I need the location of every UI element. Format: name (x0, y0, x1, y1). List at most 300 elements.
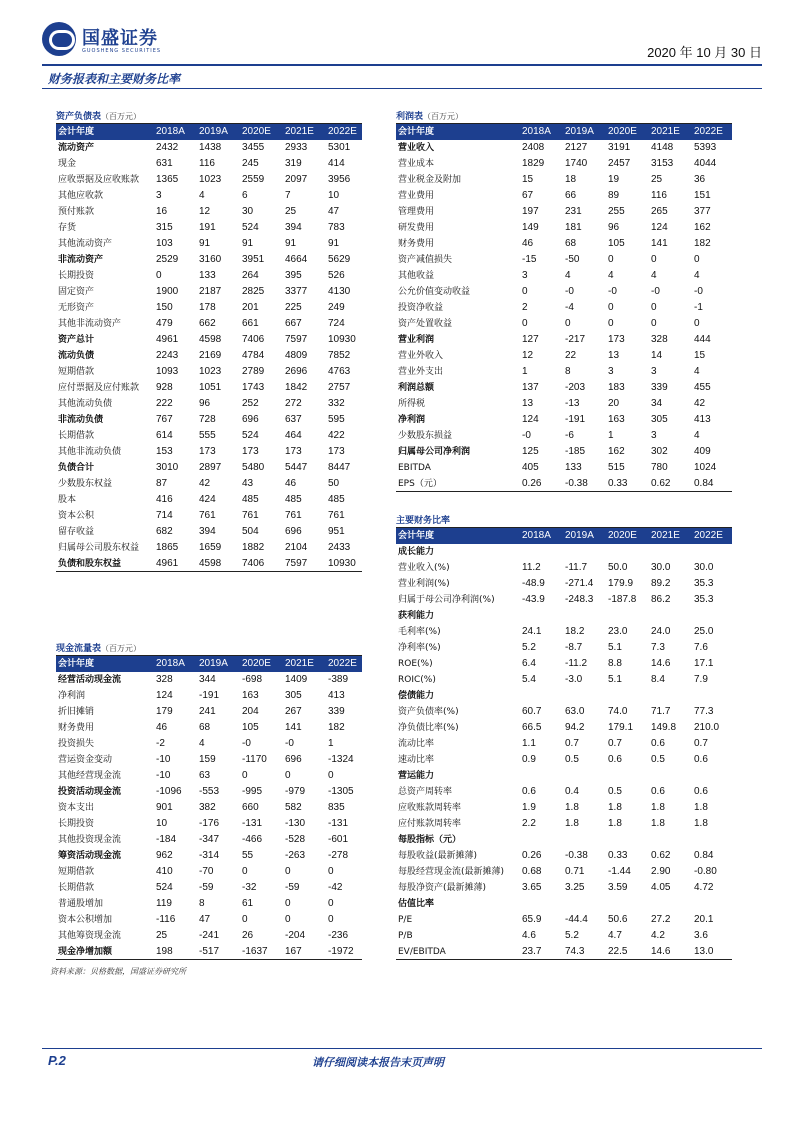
value-cell: 0.6 (694, 786, 708, 797)
value-cell: 1.8 (608, 818, 622, 829)
value-cell: 71.7 (651, 706, 671, 717)
value-cell: 63 (199, 770, 211, 781)
section-title: 财务报表和主要财务比率 (48, 72, 181, 86)
value-cell: -0.38 (565, 850, 588, 861)
table-row (396, 316, 732, 332)
value-cell: 20 (608, 398, 620, 409)
value-cell: 395 (285, 270, 302, 281)
value-cell: 4.72 (694, 882, 714, 893)
header-label-cell: 会计年度 (58, 659, 95, 669)
value-cell: 696 (242, 414, 259, 425)
value-cell: 7 (285, 190, 291, 201)
value-cell: 63.0 (565, 706, 585, 717)
value-cell: 504 (242, 526, 259, 537)
value-cell: 159 (199, 754, 216, 765)
value-cell: -1305 (328, 786, 354, 797)
row-label: 负债和股东权益 (58, 559, 122, 569)
value-cell: 24.1 (522, 626, 542, 637)
section-header-row (396, 896, 732, 912)
table-row (56, 540, 362, 556)
value-cell: 137 (522, 382, 539, 393)
value-cell: 485 (285, 494, 302, 505)
value-cell: 26 (242, 930, 254, 941)
value-cell: 91 (285, 238, 297, 249)
value-cell: 637 (285, 414, 302, 425)
table-row (56, 396, 362, 412)
value-cell: 5.2 (522, 642, 536, 653)
table-row (396, 268, 732, 284)
table-row (396, 784, 732, 800)
value-cell: -466 (242, 834, 263, 845)
footer-divider (42, 1048, 762, 1049)
value-cell: 0.6 (651, 738, 665, 749)
value-cell: -314 (199, 850, 220, 861)
value-cell: 141 (651, 238, 668, 249)
value-cell: 479 (156, 318, 173, 329)
value-cell: 68 (199, 722, 211, 733)
value-cell: 2104 (285, 542, 308, 553)
table-unit: （百万元） (101, 112, 142, 121)
row-label: 资本公积增加 (58, 915, 113, 925)
value-cell: 204 (242, 706, 259, 717)
row-label: 成长能力 (398, 547, 435, 557)
row-label: 应收账款周转率 (398, 803, 462, 813)
value-cell: 15 (694, 350, 706, 361)
table-title-text: 利润表 (396, 112, 424, 122)
value-cell: -0.80 (694, 866, 717, 877)
value-cell: 0 (242, 914, 248, 925)
value-cell: -50 (565, 254, 580, 265)
row-label: 现金净增加额 (58, 947, 113, 957)
header-year-cell: 2021E (651, 126, 680, 137)
value-cell: 5.1 (608, 674, 622, 685)
value-cell (608, 832, 651, 848)
header-year-cell: 2020E (242, 126, 271, 137)
header-year-cell: 2018A (156, 126, 185, 137)
value-cell (651, 896, 694, 912)
value-cell: 3.59 (608, 882, 628, 893)
row-label: 流动负债 (58, 351, 95, 361)
value-cell: 18 (565, 174, 577, 185)
table-row (56, 188, 362, 204)
value-cell: 2825 (242, 286, 265, 297)
row-label: 无形资产 (58, 303, 95, 313)
value-cell: 4 (694, 270, 700, 281)
value-cell: 662 (199, 318, 216, 329)
value-cell: 2.90 (651, 866, 671, 877)
value-cell: 1051 (199, 382, 222, 393)
value-cell: 724 (328, 318, 345, 329)
value-cell (651, 608, 694, 624)
row-label: 获利能力 (398, 611, 435, 621)
value-cell (651, 768, 694, 784)
value-cell: -191 (199, 690, 220, 701)
value-cell: 5393 (694, 142, 717, 153)
value-cell: 66 (565, 190, 577, 201)
value-cell: 7406 (242, 334, 265, 345)
value-cell: 696 (285, 526, 302, 537)
value-cell: -0 (694, 286, 703, 297)
value-cell: -1170 (242, 754, 267, 765)
table-row (396, 284, 732, 300)
value-cell: -1096 (156, 786, 182, 797)
value-cell: -241 (199, 930, 220, 941)
value-cell: 4 (651, 270, 657, 281)
value-cell: 89 (608, 190, 620, 201)
value-cell: 2529 (156, 254, 179, 265)
table-row (56, 204, 362, 220)
value-cell: 696 (285, 754, 302, 765)
footer-disclaimer: 请仔细阅读本报告末页声明 (312, 1056, 444, 1069)
value-cell: 210.0 (694, 722, 720, 733)
value-cell: 0 (285, 770, 291, 781)
row-label: 长期借款 (58, 431, 95, 441)
value-cell: 35.3 (694, 594, 714, 605)
value-cell: 1865 (156, 542, 179, 553)
value-cell: 422 (328, 430, 345, 441)
section-header-row (396, 832, 732, 848)
row-label: 长期借款 (58, 883, 95, 893)
row-label: 少数股东损益 (398, 431, 453, 441)
table-title (396, 514, 732, 528)
row-label: 营业成本 (398, 159, 435, 169)
value-cell (608, 688, 651, 704)
page-number: P.2 (48, 1053, 66, 1068)
row-label: 资本公积 (58, 511, 95, 521)
value-cell: 68 (565, 238, 577, 249)
value-cell: 2.2 (522, 818, 536, 829)
table-row (396, 204, 732, 220)
header-divider (42, 64, 762, 66)
value-cell: 0.7 (608, 738, 622, 749)
value-cell: 3160 (199, 254, 222, 265)
value-cell: 0 (285, 866, 291, 877)
value-cell: 55 (242, 850, 254, 861)
value-cell: 0.6 (694, 754, 708, 765)
table-row (396, 396, 732, 412)
value-cell: 12 (522, 350, 534, 361)
value-cell: 2408 (522, 142, 545, 153)
table-row (56, 172, 362, 188)
row-label: 毛利率(%) (398, 627, 441, 637)
row-label: EPS（元） (398, 479, 442, 489)
table-row (56, 140, 362, 156)
row-label: 长期投资 (58, 819, 95, 829)
value-cell: 1 (522, 366, 528, 377)
value-cell: 377 (694, 206, 711, 217)
table-header-row (396, 528, 732, 544)
value-cell: 3.6 (694, 930, 708, 941)
value-cell: 19 (608, 174, 620, 185)
value-cell: 25 (285, 206, 297, 217)
value-cell: 50.0 (608, 562, 628, 573)
row-label: 其他流动资产 (58, 239, 113, 249)
value-cell: 0 (651, 302, 657, 313)
value-cell: 103 (156, 238, 173, 249)
value-cell (608, 608, 651, 624)
value-cell: 173 (285, 446, 302, 457)
table-row (56, 704, 362, 720)
value-cell: 7.6 (694, 642, 708, 653)
value-cell: -528 (285, 834, 306, 845)
value-cell: 124 (651, 222, 668, 233)
value-cell: 181 (565, 222, 582, 233)
table-row (56, 800, 362, 816)
value-cell: 17.1 (694, 658, 714, 669)
value-cell: 4.2 (651, 930, 665, 941)
value-cell: 1024 (694, 462, 717, 473)
table-row (396, 364, 732, 380)
value-cell: -48.9 (522, 578, 545, 589)
value-cell: 4664 (285, 254, 308, 265)
value-cell: 265 (651, 206, 668, 217)
value-cell: 0.68 (522, 866, 542, 877)
table-row (396, 848, 732, 864)
table-row (396, 172, 732, 188)
value-cell: 182 (328, 722, 345, 733)
value-cell (522, 832, 565, 848)
value-cell: 4763 (328, 366, 351, 377)
row-label: ROE(%) (398, 659, 433, 669)
value-cell: 7597 (285, 558, 308, 569)
value-cell: 18.2 (565, 626, 585, 637)
table-row (56, 928, 362, 944)
row-label: 普通股增加 (58, 899, 104, 909)
value-cell: -601 (328, 834, 349, 845)
table-row (396, 928, 732, 944)
value-cell: -203 (565, 382, 586, 393)
row-label: 其他收益 (398, 271, 435, 281)
value-cell: 1743 (242, 382, 265, 393)
value-cell: 767 (156, 414, 173, 425)
page-header (42, 20, 762, 64)
value-cell: 105 (242, 722, 259, 733)
value-cell: 14.6 (651, 658, 671, 669)
table-row (396, 624, 732, 640)
value-cell: 3.65 (522, 882, 542, 893)
table-row (396, 188, 732, 204)
value-cell: 8 (565, 366, 571, 377)
value-cell: 173 (608, 334, 625, 345)
value-cell: 67 (522, 190, 534, 201)
value-cell (608, 768, 651, 784)
value-cell: 524 (156, 882, 173, 893)
value-cell: 0.5 (565, 754, 579, 765)
value-cell: -271.4 (565, 578, 594, 589)
value-cell: 149.8 (651, 722, 677, 733)
value-cell: 5301 (328, 142, 351, 153)
row-label: 其他流动负债 (58, 399, 113, 409)
value-cell: 13 (522, 398, 534, 409)
row-label: 归属于母公司净利润(%) (398, 595, 495, 605)
value-cell: 23.0 (608, 626, 628, 637)
table-row (396, 156, 732, 172)
value-cell: 163 (608, 414, 625, 425)
table-row (396, 332, 732, 348)
value-cell: -1972 (328, 946, 354, 957)
financial-ratios-table (396, 514, 732, 960)
value-cell: 4.6 (522, 930, 536, 941)
value-cell: 4 (565, 270, 571, 281)
section-header-row (396, 688, 732, 704)
logo-text-en: GUOSHENG SECURITIES (82, 48, 162, 54)
value-cell: 141 (285, 722, 302, 733)
table-row (56, 524, 362, 540)
row-label: 非流动负债 (58, 415, 104, 425)
value-cell: -11.7 (565, 562, 588, 573)
value-cell: 0.33 (608, 850, 628, 861)
logo-text-cn: 国盛证券 (82, 28, 158, 49)
table-row (56, 428, 362, 444)
table-row (396, 220, 732, 236)
value-cell: -176 (199, 818, 220, 829)
value-cell: -0 (608, 286, 617, 297)
value-cell: 1365 (156, 174, 179, 185)
value-cell: 5629 (328, 254, 351, 265)
value-cell: 133 (199, 270, 216, 281)
value-cell: -0 (651, 286, 660, 297)
value-cell: 0.33 (608, 478, 628, 489)
value-cell: 89.2 (651, 578, 671, 589)
row-label: 投资净收益 (398, 303, 444, 313)
value-cell: -979 (285, 786, 306, 797)
value-cell: 328 (156, 674, 173, 685)
value-cell: 4148 (651, 142, 674, 153)
row-label: 非流动资产 (58, 255, 104, 265)
value-cell: 783 (328, 222, 345, 233)
row-label: EBITDA (398, 463, 431, 473)
value-cell: 4 (199, 738, 205, 749)
row-label: 投资活动现金流 (58, 787, 122, 797)
row-label: P/B (398, 931, 413, 941)
row-label: 应付票据及应付账款 (58, 383, 140, 393)
table-row (56, 944, 362, 960)
value-cell: 660 (242, 802, 259, 813)
value-cell: -1.44 (608, 866, 631, 877)
value-cell: 761 (328, 510, 345, 521)
value-cell: -13 (565, 398, 580, 409)
value-cell: 631 (156, 158, 173, 169)
value-cell: 3 (522, 270, 528, 281)
table-row (56, 720, 362, 736)
row-label: 归属母公司股东权益 (58, 543, 140, 553)
value-cell: 173 (199, 446, 216, 457)
value-cell: 1.8 (694, 802, 708, 813)
value-cell: -59 (285, 882, 300, 893)
value-cell: 0 (328, 770, 334, 781)
value-cell: 2243 (156, 350, 179, 361)
value-cell: 14.6 (651, 946, 671, 957)
table-row (396, 672, 732, 688)
value-cell: 2897 (199, 462, 222, 473)
value-cell: 25 (651, 174, 663, 185)
value-cell: 524 (242, 222, 259, 233)
header-year-cell: 2019A (199, 658, 228, 669)
value-cell: 150 (156, 302, 173, 313)
value-cell: 761 (242, 510, 259, 521)
value-cell: 35.3 (694, 578, 714, 589)
value-cell: -2 (156, 738, 165, 749)
header-year-cell: 2022E (694, 530, 723, 541)
row-label: 总资产周转率 (398, 787, 453, 797)
value-cell: -116 (156, 914, 176, 925)
table-row (56, 444, 362, 460)
row-label: 存货 (58, 223, 77, 233)
value-cell: 3455 (242, 142, 265, 153)
value-cell: 582 (285, 802, 302, 813)
value-cell: -8.7 (565, 642, 583, 653)
value-cell: 595 (328, 414, 345, 425)
table-row (396, 428, 732, 444)
value-cell: 60.7 (522, 706, 542, 717)
value-cell: 667 (285, 318, 302, 329)
table-row (56, 832, 362, 848)
value-cell (608, 896, 651, 912)
row-label: 筹资活动现金流 (58, 851, 122, 861)
value-cell: 50.6 (608, 914, 628, 925)
table-row (56, 736, 362, 752)
row-label: EV/EBITDA (398, 947, 446, 957)
table-row (56, 220, 362, 236)
value-cell: 2127 (565, 142, 588, 153)
value-cell: 27.2 (651, 914, 671, 925)
section-header-row (396, 768, 732, 784)
value-cell: -1637 (242, 946, 268, 957)
value-cell: -0.38 (565, 478, 588, 489)
value-cell: 8.8 (608, 658, 622, 669)
value-cell: 96 (199, 398, 211, 409)
table-row (56, 364, 362, 380)
table-title-text: 资产负债表 (56, 112, 102, 122)
value-cell: -10 (156, 770, 171, 781)
table-row (396, 412, 732, 428)
value-cell: 3951 (242, 254, 265, 265)
table-row (396, 444, 732, 460)
row-label: 净利润 (58, 691, 86, 701)
table-row (396, 300, 732, 316)
table-row (56, 476, 362, 492)
value-cell: 315 (156, 222, 173, 233)
value-cell: -15 (522, 254, 537, 265)
value-cell: -4 (565, 302, 574, 313)
value-cell: -42 (328, 882, 343, 893)
header-year-cell: 2021E (285, 658, 314, 669)
value-cell: 4809 (285, 350, 308, 361)
value-cell: -6 (565, 430, 574, 441)
value-cell: 1740 (565, 158, 588, 169)
row-label: 短期借款 (58, 867, 95, 877)
value-cell: 2097 (285, 174, 308, 185)
value-cell: 94.2 (565, 722, 585, 733)
value-cell: 1882 (242, 542, 265, 553)
value-cell: 12 (199, 206, 211, 217)
value-cell: 0.5 (651, 754, 665, 765)
header-year-cell: 2020E (608, 126, 637, 137)
value-cell: 3956 (328, 174, 351, 185)
value-cell: 6 (242, 190, 248, 201)
value-cell: 416 (156, 494, 173, 505)
value-cell: 414 (328, 158, 345, 169)
value-cell (522, 896, 565, 912)
value-cell: 4961 (156, 334, 179, 345)
value-cell: 179.1 (608, 722, 634, 733)
row-label: 归属母公司净利润 (398, 447, 471, 457)
value-cell: 0 (651, 318, 657, 329)
table-row (56, 508, 362, 524)
value-cell: 0.9 (522, 754, 536, 765)
value-cell: 339 (651, 382, 668, 393)
value-cell: 714 (156, 510, 173, 521)
